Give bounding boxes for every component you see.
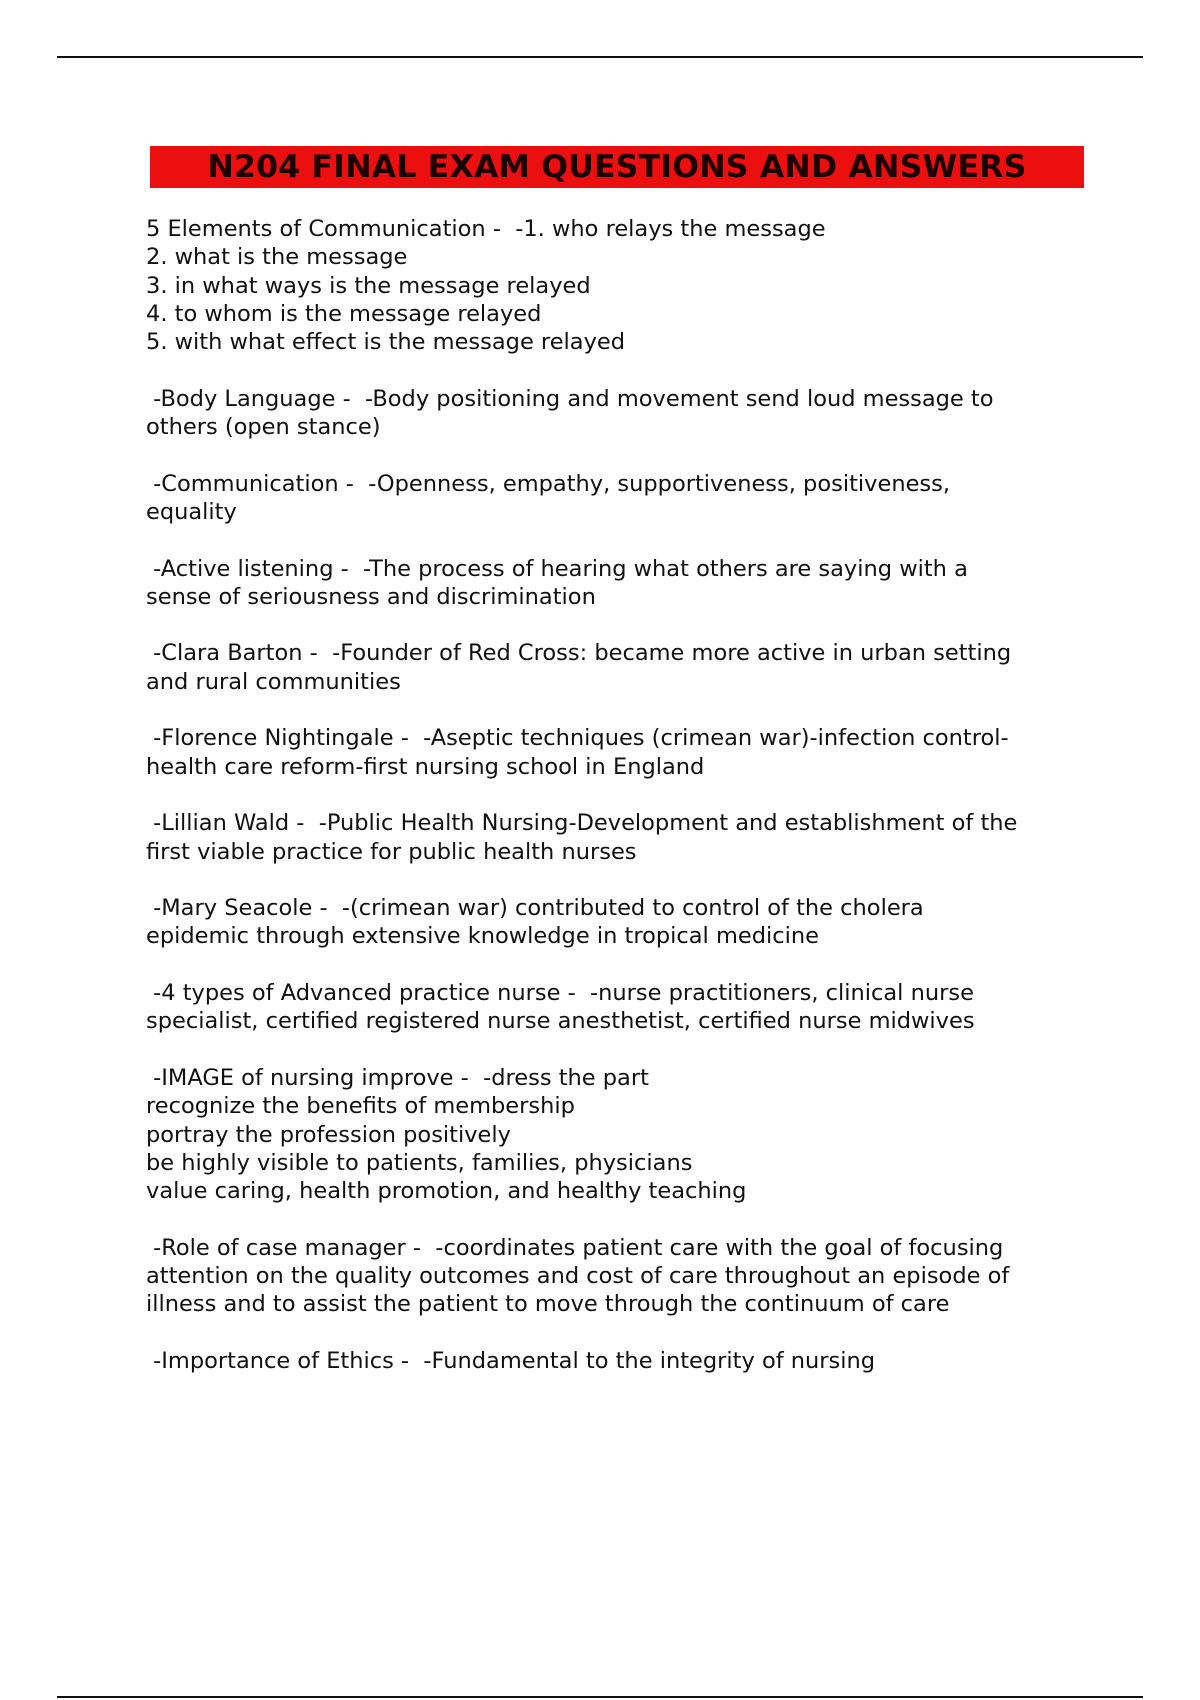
- qa-line: -IMAGE of nursing improve - -dress the part: [146, 1064, 649, 1091]
- qa-line: -Importance of Ethics - -Fundamental to the integrity of nursing: [146, 1347, 876, 1374]
- qa-line: 2. what is the message: [146, 244, 408, 271]
- title-highlight: [150, 146, 1084, 188]
- qa-line: -Mary Seacole - -(crimean war) contributed to control of the cholera: [146, 895, 924, 922]
- qa-line: 4. to whom is the message relayed: [146, 300, 542, 327]
- qa-line: health care reform-first nursing school in England: [146, 753, 705, 780]
- qa-line: -Active listening - -The process of hearing what others are saying with a: [146, 555, 968, 582]
- bottom-divider: [57, 1696, 1143, 1698]
- qa-line: others (open stance): [146, 414, 381, 441]
- qa-entry: [146, 470, 1096, 527]
- top-divider: [57, 56, 1143, 58]
- qa-line: equality: [146, 498, 237, 525]
- qa-line: 5. with what effect is the message relayed: [146, 329, 626, 356]
- document-title: N204 FINAL EXAM QUESTIONS AND ANSWERS: [207, 149, 1027, 185]
- qa-line: 5 Elements of Communication - -1. who relays the message: [146, 216, 826, 242]
- qa-entry: [146, 1347, 1096, 1375]
- qa-entry: [146, 1234, 1096, 1319]
- qa-line: -Communication - -Openness, empathy, supportiveness, positiveness,: [146, 470, 951, 497]
- qa-line: epidemic through extensive knowledge in tropical medicine: [146, 923, 819, 950]
- qa-line: -4 types of Advanced practice nurse - -nurse practitioners, clinical nurse: [146, 980, 974, 1007]
- qa-line: -Lillian Wald - -Public Health Nursing-Development and establishment of the: [146, 810, 1018, 837]
- qa-line: and rural communities: [146, 668, 401, 695]
- qa-line: recognize the benefits of membership: [146, 1093, 575, 1120]
- qa-entry: [146, 979, 1096, 1036]
- qa-line: specialist, certified registered nurse anesthetist, certified nurse midwives: [146, 1008, 975, 1035]
- qa-line: -Florence Nightingale - -Aseptic techniques (crimean war)-infection control-: [146, 725, 1009, 752]
- qa-entry: [146, 215, 1096, 356]
- qa-line: portray the profession positively: [146, 1121, 511, 1148]
- qa-line: first viable practice for public health nurses: [146, 838, 637, 865]
- qa-entry: [146, 894, 1096, 951]
- qa-line: value caring, health promotion, and healthy teaching: [146, 1178, 747, 1205]
- qa-line: -Clara Barton - -Founder of Red Cross: became more active in urban setting: [146, 640, 1012, 667]
- qa-entry: [146, 724, 1096, 781]
- qa-entry: [146, 1064, 1096, 1205]
- qa-line: illness and to assist the patient to move through the continuum of care: [146, 1291, 950, 1318]
- qa-line: 3. in what ways is the message relayed: [146, 272, 591, 299]
- qa-line: attention on the quality outcomes and cost of care throughout an episode of: [146, 1262, 1010, 1289]
- qa-entry: [146, 555, 1096, 612]
- qa-content: [146, 215, 1096, 1403]
- qa-entry: [146, 639, 1096, 696]
- qa-entry: [146, 385, 1096, 442]
- qa-line: -Body Language - -Body positioning and movement send loud message to: [146, 385, 994, 412]
- qa-entry: [146, 809, 1096, 866]
- qa-line: be highly visible to patients, families, physicians: [146, 1149, 693, 1176]
- qa-line: -Role of case manager - -coordinates patient care with the goal of focusing: [146, 1234, 1004, 1261]
- qa-line: sense of seriousness and discrimination: [146, 583, 596, 610]
